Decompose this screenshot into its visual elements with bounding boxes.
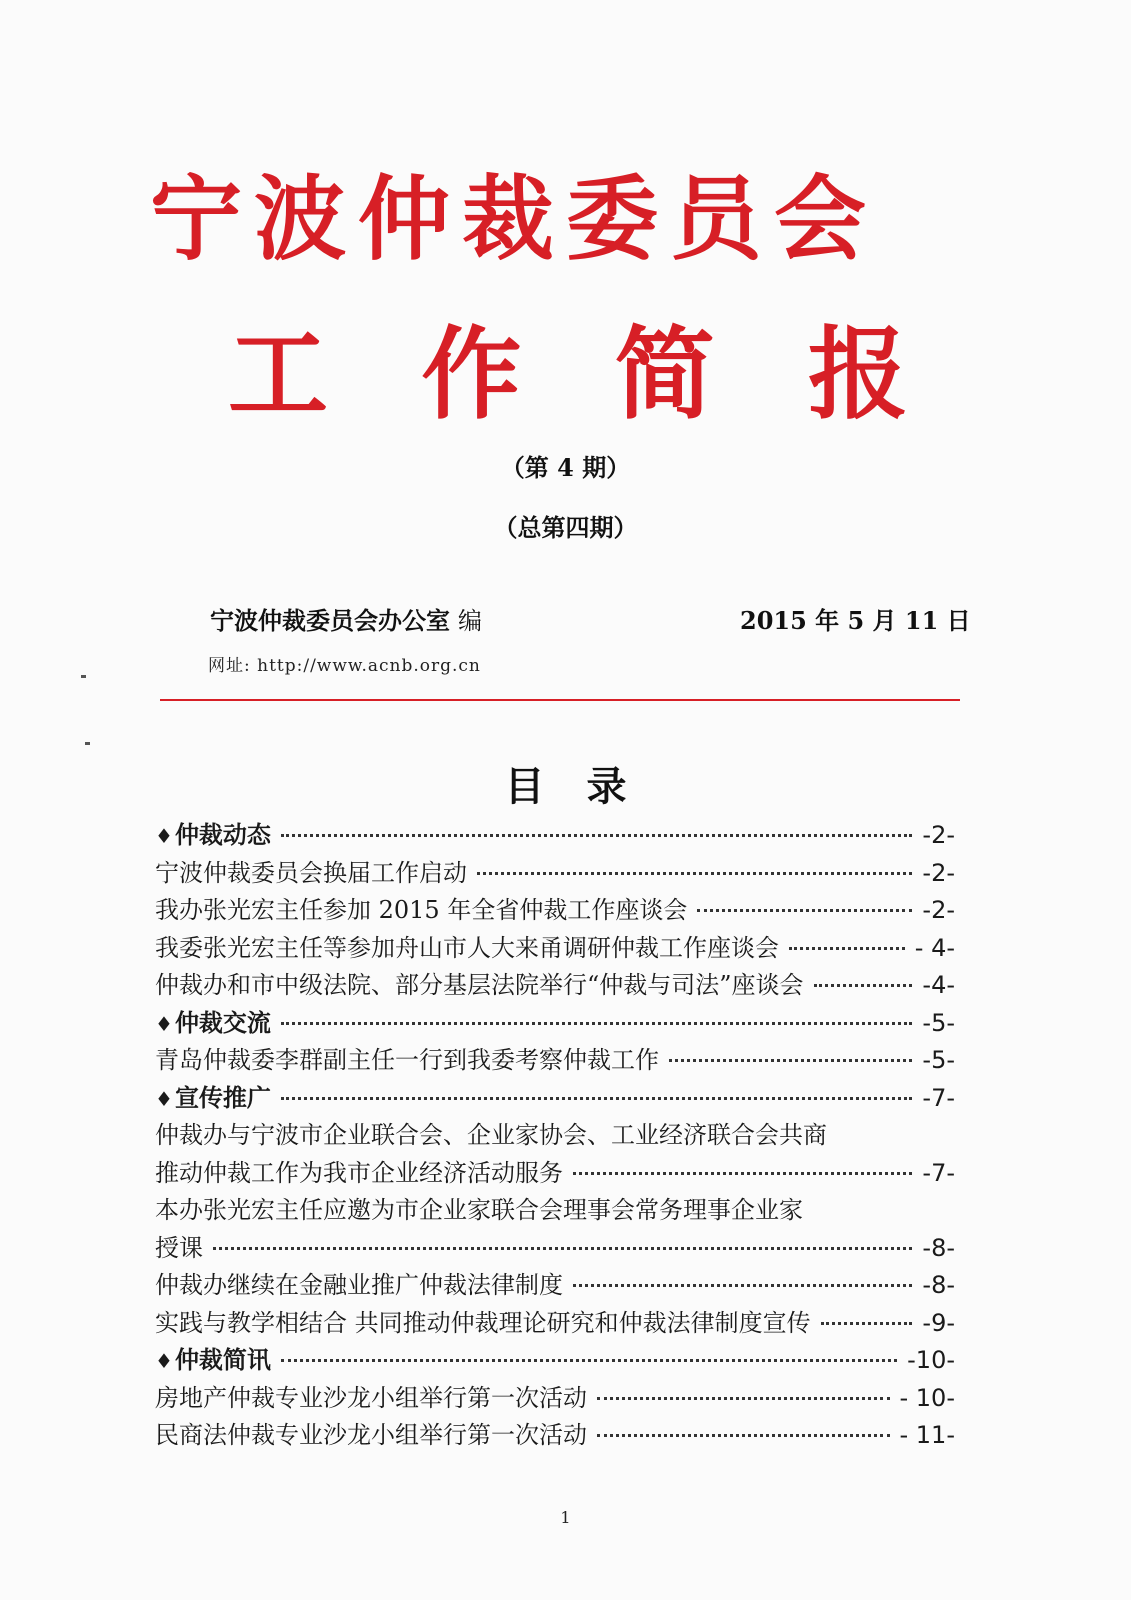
title2-char: 工 bbox=[228, 316, 328, 433]
toc-entry-title: 我委张光宏主任等参加舟山市人大来甬调研仲裁工作座谈会 bbox=[155, 933, 779, 962]
dot-leader bbox=[281, 1359, 897, 1362]
toc-entry-title: 仲裁交流 bbox=[174, 1008, 271, 1037]
toc-entry-title: 实践与教学相结合 共同推动仲裁理论研究和仲裁法律制度宣传 bbox=[155, 1308, 811, 1337]
dot-leader bbox=[573, 1284, 912, 1287]
toc-page-number: -7- bbox=[922, 1083, 955, 1112]
editor-name: 宁波仲裁委员会办公室 bbox=[210, 606, 450, 635]
toc-page-number: -4- bbox=[922, 971, 955, 999]
scan-mark bbox=[81, 675, 86, 678]
toc-entry-title: 本办张光宏主任应邀为市企业家联合会理事会常务理事企业家 bbox=[155, 1196, 803, 1224]
title2-char: 报 bbox=[807, 316, 908, 433]
toc-entry[interactable] bbox=[155, 965, 955, 1003]
website-url[interactable]: 网址: http://www.acnb.org.cn bbox=[208, 656, 481, 676]
diamond-bullet-icon: ♦ bbox=[155, 1086, 173, 1111]
toc-entry-title: 仲裁办与宁波市企业联合会、企业家协会、工业经济联合会共商 bbox=[155, 1121, 827, 1149]
dot-leader bbox=[669, 1059, 912, 1062]
toc-section[interactable] bbox=[155, 1078, 955, 1116]
dot-leader bbox=[281, 1022, 912, 1025]
toc-entry-title: 宣传推广 bbox=[174, 1083, 271, 1112]
toc-section[interactable] bbox=[155, 1340, 955, 1378]
toc-heading: 目录 bbox=[504, 764, 669, 810]
bulletin-title-line2 bbox=[228, 315, 908, 435]
dot-leader bbox=[814, 984, 913, 987]
toc-entry-title: 青岛仲裁委李群副主任一行到我委考察仲裁工作 bbox=[155, 1046, 659, 1074]
diamond-bullet-icon: ♦ bbox=[155, 824, 173, 848]
toc-entry[interactable] bbox=[155, 1415, 955, 1453]
toc-entry-title: 仲裁简讯 bbox=[174, 1346, 271, 1374]
dot-leader bbox=[477, 872, 912, 875]
page-number: 1 bbox=[560, 1508, 571, 1527]
dot-leader bbox=[789, 947, 905, 950]
toc-entry-title: 授课 bbox=[155, 1233, 203, 1262]
toc-page-number: -2- bbox=[922, 896, 955, 924]
toc-entry[interactable] bbox=[155, 1040, 955, 1078]
toc-entry[interactable] bbox=[155, 853, 955, 891]
toc-page-number: - 10- bbox=[899, 1383, 955, 1412]
toc-page-number: -2- bbox=[922, 821, 955, 849]
toc-entry[interactable] bbox=[155, 1378, 955, 1416]
dot-leader bbox=[213, 1247, 912, 1250]
toc-entry[interactable] bbox=[155, 1303, 955, 1341]
dot-leader bbox=[597, 1397, 890, 1400]
toc-section[interactable] bbox=[155, 1003, 955, 1041]
red-divider bbox=[160, 699, 960, 701]
toc-entry-title: 仲裁动态 bbox=[174, 821, 271, 849]
dot-leader bbox=[281, 1097, 912, 1100]
toc-entry-title: 宁波仲裁委员会换届工作启动 bbox=[155, 858, 467, 887]
editor-suffix: 编 bbox=[458, 607, 482, 635]
toc-entry[interactable] bbox=[155, 928, 955, 966]
dot-leader bbox=[697, 909, 912, 912]
title2-char: 简 bbox=[614, 316, 715, 433]
total-issue-number: （总第四期） bbox=[493, 513, 638, 542]
toc-entry[interactable] bbox=[155, 1153, 955, 1191]
dot-leader bbox=[281, 834, 912, 837]
toc-page-number: -2- bbox=[922, 858, 955, 887]
toc-entry-title: 房地产仲裁专业沙龙小组举行第一次活动 bbox=[155, 1383, 587, 1412]
diamond-bullet-icon: ♦ bbox=[155, 1349, 173, 1373]
dot-leader bbox=[597, 1434, 890, 1437]
toc-entry[interactable] bbox=[155, 1265, 955, 1303]
toc-entry[interactable] bbox=[155, 890, 955, 928]
toc-entry-title: 民商法仲裁专业沙龙小组举行第一次活动 bbox=[155, 1421, 587, 1449]
toc-page-number: -5- bbox=[922, 1046, 955, 1074]
toc-entry[interactable] bbox=[155, 1190, 955, 1228]
dot-leader bbox=[573, 1172, 912, 1175]
publish-date: 2015 年 5 月 11 日 bbox=[740, 606, 971, 635]
toc-entry-title: 推动仲裁工作为我市企业经济活动服务 bbox=[155, 1158, 563, 1187]
toc-page-number: -10- bbox=[907, 1346, 955, 1374]
scan-mark bbox=[85, 742, 90, 745]
toc-entry-title: 仲裁办继续在金融业推广仲裁法律制度 bbox=[155, 1271, 563, 1299]
dot-leader bbox=[821, 1322, 913, 1325]
toc-page-number: -8- bbox=[922, 1271, 955, 1299]
toc-page-number: -8- bbox=[922, 1233, 955, 1262]
table-of-contents bbox=[155, 815, 955, 1453]
toc-entry[interactable] bbox=[155, 1228, 955, 1266]
diamond-bullet-icon: ♦ bbox=[155, 1011, 173, 1036]
toc-page-number: -9- bbox=[922, 1308, 955, 1337]
toc-entry-title: 我办张光宏主任参加 2015 年全省仲裁工作座谈会 bbox=[155, 896, 688, 924]
toc-page-number: -7- bbox=[922, 1158, 955, 1187]
issue-number: （第 4 期） bbox=[500, 453, 631, 482]
toc-entry[interactable] bbox=[155, 1115, 955, 1153]
toc-page-number: - 11- bbox=[899, 1421, 955, 1449]
toc-section[interactable] bbox=[155, 815, 955, 853]
toc-entry-title: 仲裁办和市中级法院、部分基层法院举行“仲裁与司法”座谈会 bbox=[155, 971, 804, 999]
bulletin-title-line1: 宁波仲裁委员会 bbox=[150, 166, 879, 273]
toc-page-number: -5- bbox=[922, 1008, 955, 1037]
toc-page-number: - 4- bbox=[914, 933, 955, 962]
editor-line bbox=[210, 601, 482, 636]
title2-char: 作 bbox=[421, 316, 522, 433]
